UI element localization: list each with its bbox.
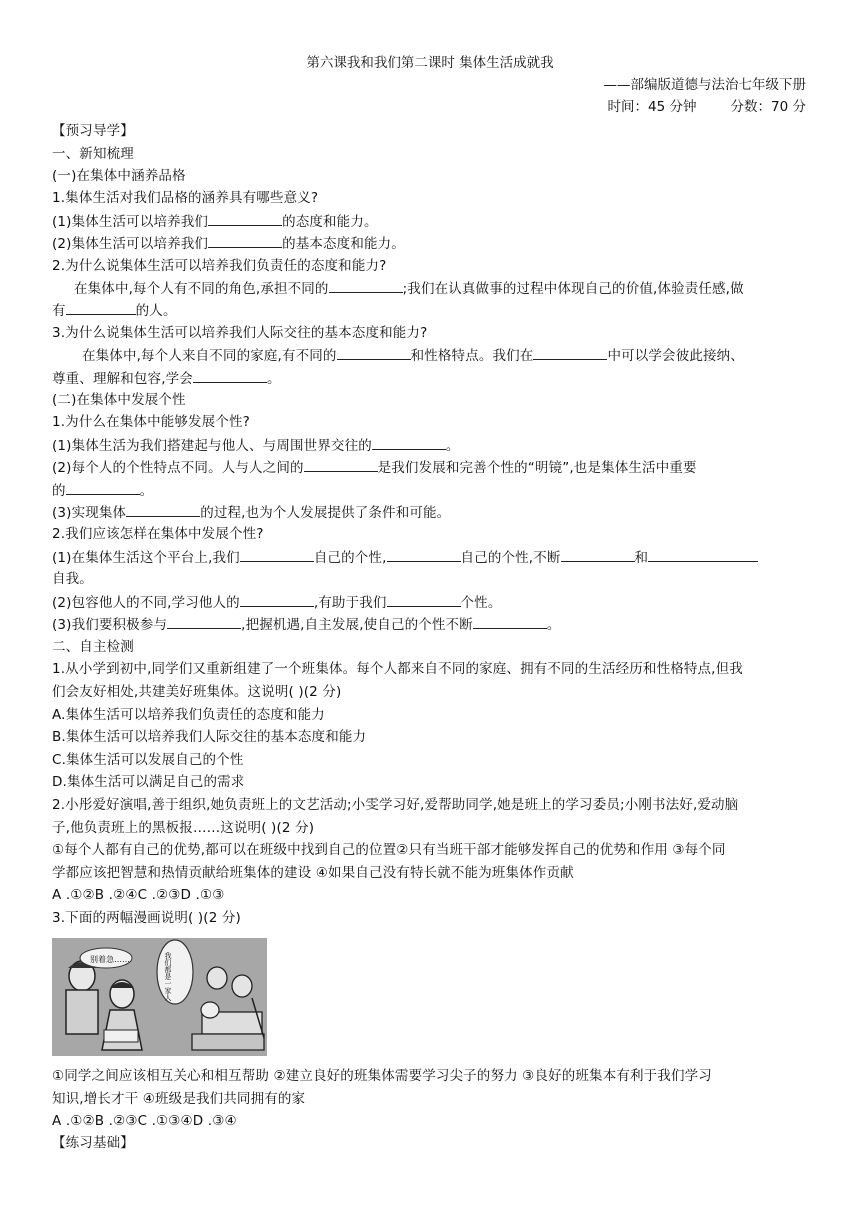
fill-blank[interactable] <box>473 614 547 629</box>
fill-blank[interactable] <box>193 368 267 383</box>
mc-question-3: 3.下面的两幅漫画说明( )(2 分) <box>52 910 241 926</box>
answer-line: 有 的人。 <box>52 300 808 321</box>
mc-options-row[interactable]: A .①②B .②④C .②③D .①③ <box>52 887 225 903</box>
fill-blank[interactable] <box>240 547 314 562</box>
question-5: 2.我们应该怎样在集体中发展个性? <box>52 526 264 542</box>
subsection-heading-1: (一)在集体中涵养品格 <box>52 168 186 184</box>
fill-blank[interactable] <box>648 547 758 562</box>
fill-blank[interactable] <box>372 435 446 450</box>
lesson-title: 第六课我和我们第二课时 集体生活成就我 <box>306 55 554 71</box>
mc-statements-cont: 知识,增长才干 ④班级是我们共同拥有的家 <box>52 1091 306 1107</box>
fill-blank[interactable] <box>329 278 403 293</box>
mc-question-1-cont: 们会友好相处,共建美好班集体。这说明( )(2 分) <box>52 684 342 700</box>
speech-bubble-right: 我们都是一家人 <box>164 952 172 1001</box>
part-heading-1: 一、新知梳理 <box>52 146 134 162</box>
mc-question-1: 1.从小学到初中,同学们又重新组建了一个班集体。每个人都来自不同的家庭、拥有不同的生活经历和性格特点,但我 <box>52 661 743 677</box>
cartoon-image <box>52 938 267 1056</box>
mc-options-row[interactable]: A .①②B .②③C .①③④D .③④ <box>52 1113 237 1129</box>
section-heading-preview: 【预习导学】 <box>52 123 134 139</box>
answer-line: (2)包容他人的不同,学习他人的 ,有助于我们 个性。 <box>52 592 808 613</box>
fill-blank[interactable] <box>304 457 378 472</box>
answer-line: 尊重、理解和包容,学会 。 <box>52 368 808 389</box>
textbook-subtitle: ——部编版道德与法治七年级下册 <box>603 77 806 93</box>
answer-line: (3)实现集体 的过程,也为个人发展提供了条件和可能。 <box>52 502 808 523</box>
mc-option[interactable]: A.集体生活可以培养我们负责任的态度和能力 <box>52 707 325 723</box>
fill-blank[interactable] <box>126 502 200 517</box>
mc-option[interactable]: B.集体生活可以培养我们人际交往的基本态度和能力 <box>52 729 367 745</box>
mc-statements: ①同学之间应该相互关心和相互帮助 ②建立良好的班集体需要学习尖子的努力 ③良好的班集本有利于我们学习 <box>52 1068 712 1084</box>
question-2: 2.为什么说集体生活可以培养我们负责任的态度和能力? <box>52 258 387 274</box>
time-score-line <box>608 97 806 117</box>
question-3: 3.为什么说集体生活可以培养我们人际交往的基本态度和能力? <box>52 325 428 341</box>
mc-option[interactable]: D.集体生活可以满足自己的需求 <box>52 774 245 790</box>
cartoon-drawing <box>52 938 267 1056</box>
speech-bubble-left: 别着急…… <box>90 955 130 964</box>
fill-blank[interactable] <box>66 480 140 495</box>
subsection-heading-2: (二)在集体中发展个性 <box>52 392 186 408</box>
answer-line: 在集体中,每个人有不同的角色,承担不同的 ;我们在认真做事的过程中体现自己的价值,体验责任感,做 <box>74 278 808 299</box>
mc-statements: ①每个人都有自己的优势,都可以在班级中找到自己的位置②只有当班干部才能够发挥自己的优势和作用 ③每个同 <box>52 842 726 858</box>
fill-blank[interactable] <box>387 592 461 607</box>
question-1: 1.集体生活对我们品格的涵养具有哪些意义? <box>52 190 319 206</box>
mc-question-2-cont: 子,他负责班上的黑板报……这说明( )(2 分) <box>52 820 315 836</box>
answer-line: (1)集体生活为我们搭建起与他人、与周围世界交往的 。 <box>52 435 808 456</box>
total-score: 分数：70 分 <box>730 99 806 115</box>
answer-line: (3)我们要积极参与 ,把握机遇,自主发展,使自己的个性不断 。 <box>52 614 808 635</box>
fill-blank[interactable] <box>387 547 461 562</box>
mc-statements-cont: 学都应该把智慧和热情贡献给班集体的建设 ④如果自己没有特长就不能为班集体作贡献 <box>52 865 574 881</box>
fill-blank[interactable] <box>561 547 635 562</box>
fill-blank[interactable] <box>167 614 241 629</box>
fill-blank[interactable] <box>533 345 607 360</box>
section-heading-practice: 【练习基础】 <box>52 1135 134 1151</box>
fill-blank[interactable] <box>337 345 411 360</box>
part-heading-2: 二、自主检测 <box>52 639 134 655</box>
fill-blank[interactable] <box>208 233 282 248</box>
mc-question-2: 2.小彤爱好演唱,善于组织,她负责班上的文艺活动;小雯学习好,爱帮助同学,她是班上的学习委员;小刚书法好,爱动脑 <box>52 797 739 813</box>
answer-line: (2)集体生活可以培养我们 的基本态度和能力。 <box>52 233 808 254</box>
question-4: 1.为什么在集体中能够发展个性? <box>52 414 250 430</box>
mc-option[interactable]: C.集体生活可以发展自己的个性 <box>52 752 244 768</box>
time-limit: 时间：45 分钟 <box>607 99 697 115</box>
answer-line: 的 。 <box>52 480 808 501</box>
answer-line: (2)每个人的个性特点不同。人与人之间的 是我们发展和完善个性的“明镜”,也是集体生活中重要 <box>52 457 808 478</box>
fill-blank[interactable] <box>240 592 314 607</box>
fill-blank[interactable] <box>66 300 136 315</box>
answer-line: (1)集体生活可以培养我们 的态度和能力。 <box>52 211 808 232</box>
fill-blank[interactable] <box>208 211 282 226</box>
answer-line: 自我。 <box>52 571 93 587</box>
answer-line: (1)在集体生活这个平台上,我们 自己的个性, 自己的个性,不断 和 <box>52 547 808 568</box>
answer-line: 在集体中,每个人来自不同的家庭,有不同的 和性格特点。我们在 中可以学会彼此接纳、 <box>82 345 808 366</box>
